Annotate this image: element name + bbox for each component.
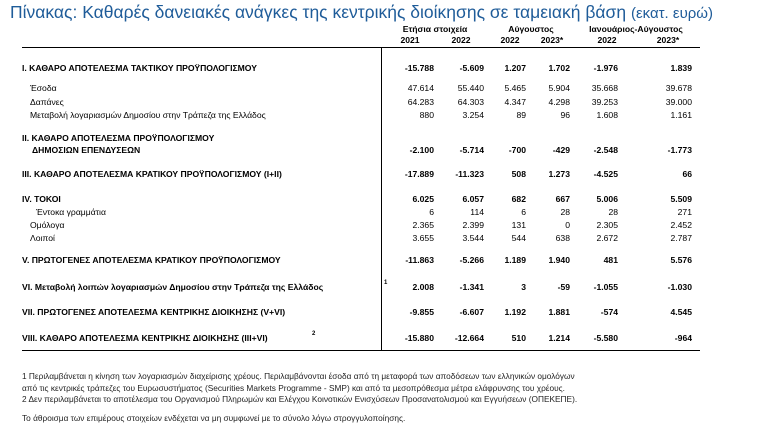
table-cell: 39.253 <box>591 97 618 107</box>
table-cell: -15.788 <box>404 63 434 73</box>
table-cell: 114 <box>470 207 484 217</box>
row-label: Δαπάνες <box>30 97 64 107</box>
table-row <box>0 82 768 94</box>
table-cell: -1.773 <box>667 145 692 155</box>
row-label: Ομόλογα <box>30 220 65 230</box>
table-cell: -1.030 <box>667 282 692 292</box>
table-cell: 510 <box>511 333 526 343</box>
table-cell: 3.655 <box>412 233 434 243</box>
row-label: Έντοκα γραμμάτια <box>36 207 106 217</box>
header-year: 2022 <box>451 35 471 45</box>
table-cell: 5.576 <box>670 255 692 265</box>
table-row <box>0 96 768 108</box>
table-row <box>0 206 768 218</box>
table-cell: -5.714 <box>459 145 484 155</box>
table-cell: 481 <box>603 255 618 265</box>
table-cell: -4.525 <box>593 169 618 179</box>
table-cell: 4.298 <box>548 97 570 107</box>
row-label: VI. Μεταβολή λοιπών λογαριασμών Δημοσίου στην Τράπεζα της Ελλάδος <box>22 282 324 292</box>
table-cell: 96 <box>560 110 570 120</box>
table-cell: 4.545 <box>670 307 692 317</box>
table-cell: 1.161 <box>670 110 692 120</box>
table-cell: 2.305 <box>596 220 618 230</box>
table-cell: -5.609 <box>459 63 484 73</box>
table-cell: 6 <box>429 207 434 217</box>
table-row <box>0 219 768 231</box>
table-cell: 1.702 <box>548 63 570 73</box>
table-cell: 64.283 <box>407 97 434 107</box>
table-cell: 5.509 <box>670 194 692 204</box>
table-cell: -9.855 <box>409 307 434 317</box>
table-cell: 1.608 <box>596 110 618 120</box>
footnote-1-cont: από τις κεντρικές τράπεζες του Ευρωσυστήματος (Securities Markets Programme - SMP) και από τα μεσοπρόθεσμα μέτρα ελάφρυνσης του χρέους. <box>22 382 565 393</box>
footnote-1: 1 Περιλαμβάνεται η κίνηση των λογαριασμών διαχείρισης χρέους. Περιλαμβάνονται έσοδα από τη μεταφορά των αποδόσεων των ελληνικών ομολόγων <box>22 371 575 381</box>
table-cell: 89 <box>516 110 526 120</box>
table-cell: 2.399 <box>462 220 484 230</box>
table-cell: 1.192 <box>504 307 526 317</box>
table-cell: -2.548 <box>593 145 618 155</box>
footnote-rounding: Το άθροισμα των επιμέρους στοιχείων ενδέχεται να μη συμφωνεί με το σύνολο λόγω στρογγυλοποίησης. <box>22 412 406 423</box>
table-cell: 6.025 <box>412 194 434 204</box>
table-cell: 6 <box>521 207 526 217</box>
table-row <box>0 168 768 180</box>
header-august: Αύγουστος <box>508 24 554 34</box>
table-cell: 28 <box>560 207 570 217</box>
header-year: 2022 <box>500 35 520 45</box>
table-cell: 2.452 <box>670 220 692 230</box>
unit-text: (εκατ. ευρώ) <box>630 5 714 22</box>
table-cell: -17.889 <box>404 169 434 179</box>
table-cell: -5.266 <box>459 255 484 265</box>
table-row <box>0 254 768 266</box>
table-cell: 35.668 <box>591 83 618 93</box>
table-row <box>0 132 768 155</box>
table-cell: -11.863 <box>405 255 434 265</box>
row-label: II. ΚΑΘΑΡΟ ΑΠΟΤΕΛΕΣΜΑ ΠΡΟΫΠΟΛΟΓΙΣΜΟΥ <box>22 133 215 143</box>
table-cell: 64.303 <box>457 97 484 107</box>
table-row <box>0 306 768 318</box>
table-cell: -700 <box>508 145 526 155</box>
table-cell: 6.057 <box>462 194 484 204</box>
table-cell: 1.189 <box>504 255 526 265</box>
table-cell: 1.273 <box>548 169 570 179</box>
table-cell: -5.580 <box>593 333 618 343</box>
table-cell: 3.544 <box>462 233 484 243</box>
table-cell: -1.055 <box>593 282 618 292</box>
row-label: I. ΚΑΘΑΡΟ ΑΠΟΤΕΛΕΣΜΑ ΤΑΚΤΙΚΟΥ ΠΡΟΫΠΟΛΟΓΙΣΜΟΥ <box>22 63 257 73</box>
table-cell: -1.976 <box>593 63 618 73</box>
table-cell: -1.341 <box>459 282 484 292</box>
table-cell: -12.664 <box>454 333 484 343</box>
row-label: Έσοδα <box>30 83 57 93</box>
table-row <box>0 62 768 74</box>
row-label: VII. ΠΡΩΤΟΓΕΝΕΣ ΑΠΟΤΕΛΕΣΜΑ ΚΕΝΤΡΙΚΗΣ ΔΙΟΙΚΗΣΗΣ (V+VI) <box>22 307 286 317</box>
table-cell: -11.323 <box>455 169 484 179</box>
header-year: 2021 <box>400 35 420 45</box>
table-cell: 39.000 <box>665 97 692 107</box>
row-label: V. ΠΡΩΤΟΓΕΝΕΣ ΑΠΟΤΕΛΕΣΜΑ ΚΡΑΤΙΚΟΥ ΠΡΟΫΠΟΛΟΓΙΣΜΟΥ <box>22 255 281 265</box>
table-cell: 131 <box>511 220 526 230</box>
row-label: III. ΚΑΘΑΡΟ ΑΠΟΤΕΛΕΣΜΑ ΚΡΑΤΙΚΟΥ ΠΡΟΫΠΟΛΟΓΙΣΜΟΥ (I+II) <box>22 169 282 179</box>
table-cell: 2.365 <box>412 220 434 230</box>
table-cell: 55.440 <box>457 83 484 93</box>
table-cell: 682 <box>511 194 526 204</box>
table-cell: 0 <box>565 220 570 230</box>
table-cell: 2.787 <box>670 233 692 243</box>
footnotes <box>22 371 762 424</box>
table-cell: 544 <box>511 233 526 243</box>
table-cell: 39.678 <box>665 83 692 93</box>
row-label: Λοιποί <box>30 233 55 243</box>
table-cell: 1.207 <box>504 63 526 73</box>
table-cell: -59 <box>557 282 570 292</box>
table-cell: 66 <box>682 169 692 179</box>
footer-rule <box>22 350 700 351</box>
table-row <box>0 232 768 244</box>
table-row: VIII. ΚΑΘΑΡΟ ΑΠΟΤΕΛΕΣΜΑ ΚΕΝΤΡΙΚΗΣ ΔΙΟΙΚΗΣΗΣ (III+VI) 2 -15.880 -12.664 510 1.214 -5.580 -964 <box>22 331 692 343</box>
table-row: VI. Μεταβολή λοιπών λογαριασμών Δημοσίου στην Τράπεζα της Ελλάδος 1 2.008 -1.341 3 -59 -1.055 -1.030 <box>22 280 692 292</box>
header-annual: Ετήσια στοιχεία <box>402 24 468 34</box>
table-cell: 1.839 <box>670 63 692 73</box>
table-row <box>0 193 768 205</box>
table-cell: 28 <box>608 207 618 217</box>
table-row <box>0 109 768 121</box>
table-cell: 667 <box>555 194 570 204</box>
table-cell: 2.672 <box>596 233 618 243</box>
table-cell: 3.254 <box>462 110 484 120</box>
table-title <box>10 2 713 23</box>
table-cell: 2.008 <box>412 282 434 292</box>
header-jan-aug: Ιανουάριος-Αύγουστος <box>589 24 683 34</box>
row-label: VIII. ΚΑΘΑΡΟ ΑΠΟΤΕΛΕΣΜΑ ΚΕΝΤΡΙΚΗΣ ΔΙΟΙΚΗΣΗΣ (III+VI) <box>22 333 268 343</box>
table-cell: 638 <box>555 233 570 243</box>
table-cell: 5.904 <box>548 83 570 93</box>
row-label-line2: ΔΗΜΟΣΙΩΝ ΕΠΕΝΔΥΣΕΩΝ <box>32 145 141 155</box>
table-cell: -15.880 <box>404 333 434 343</box>
footnote-2: 2 Δεν περιλαμβάνεται το αποτέλεσμα του Οργανισμού Πληρωμών και Ελέγχου Κοινοτικών Ενισχύσεων Προσανατολισμού και Εγγυήσεων (ΟΠΕΚΕΠΕ). <box>22 394 578 404</box>
table-cell: 271 <box>677 207 692 217</box>
header-year: 2023* <box>540 35 564 45</box>
table-cell: 5.465 <box>504 83 526 93</box>
table-cell: 5.006 <box>596 194 618 204</box>
table-cell: 1.881 <box>548 307 570 317</box>
header-year: 2023* <box>656 35 680 45</box>
table-cell: 1.214 <box>548 333 570 343</box>
header-year: 2022 <box>597 35 617 45</box>
table-cell: -574 <box>600 307 618 317</box>
table-cell: 4.347 <box>504 97 526 107</box>
table-cell: 1.940 <box>548 255 570 265</box>
row-label: IV. ΤΟΚΟΙ <box>22 194 61 204</box>
header-rule <box>22 47 700 48</box>
table-cell: 508 <box>511 169 526 179</box>
table-cell: 880 <box>419 110 434 120</box>
row-label: Μεταβολή λογαριασμών Δημοσίου στην Τράπεζα της Ελλάδος <box>30 110 266 120</box>
table-cell: 47.614 <box>407 83 434 93</box>
table-cell: -429 <box>552 145 570 155</box>
table-cell: -6.607 <box>459 307 484 317</box>
title-text: Πίνακας: Καθαρές δανειακές ανάγκες της κεντρικής διοίκησης σε ταμειακή βάση <box>10 2 627 22</box>
table-cell: -2.100 <box>409 145 434 155</box>
table-cell: 3 <box>521 282 526 292</box>
table-cell: -964 <box>674 333 692 343</box>
